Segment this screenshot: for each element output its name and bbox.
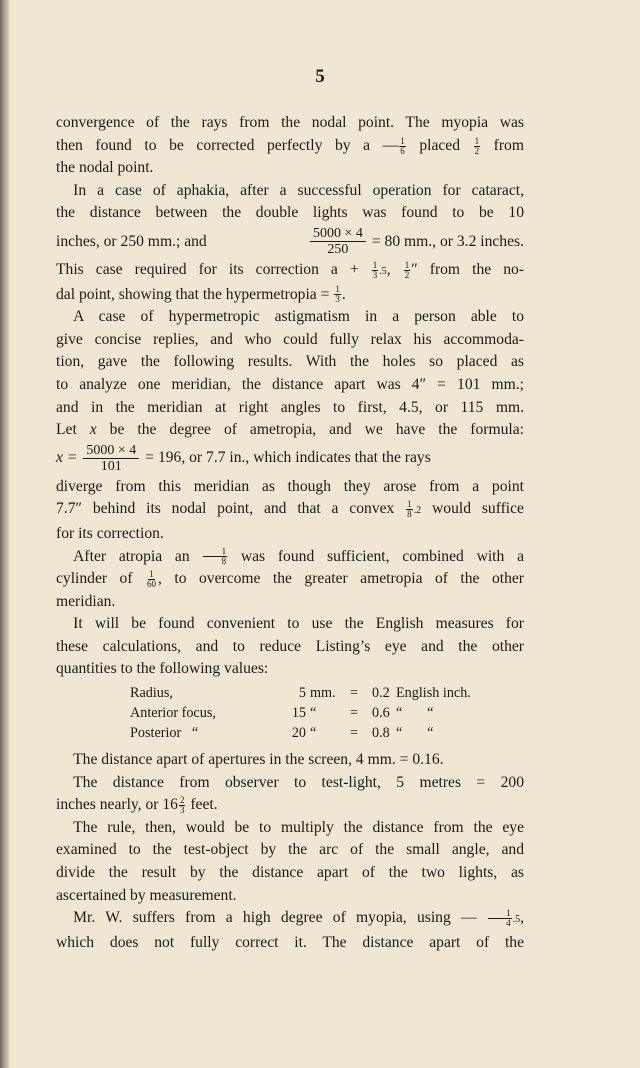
text-line: tion, gave the following results. With the holes so placed as — [56, 353, 524, 371]
page-number: 5 — [315, 66, 325, 87]
text-line: examined to the test-object by the arc of the small angle, and — [56, 841, 524, 859]
text-line: the nodal point. — [56, 159, 154, 177]
text-line: A case of hypermetropic astigmatism in a person able to — [73, 308, 524, 326]
fraction: $\frac{1}{8}$ — [203, 547, 227, 566]
text-line: Let x be the degree of ametropia, and we have the formula: — [56, 421, 524, 439]
text-line: these calculations, and to reduce Listing’s eye and the other — [56, 637, 524, 655]
text-line: to analyze one meridian, the distance apart was 4″ = 101 mm.; — [56, 375, 524, 393]
text-line: 7.7″ behind its nodal point, and that a convex $\frac{1}{8}$ .2 would suffice — [56, 499, 524, 520]
body-text — [56, 112, 524, 954]
fraction: $\frac{1}{2}$ — [474, 135, 480, 156]
table-row: Radius, 5 mm. = 0.2 English inch. — [130, 685, 471, 702]
equation-line: inches, or 250 mm.; and $\frac{5000 \times 4}{250}$ = 80 mm., or 3.2 inches. — [56, 226, 524, 258]
fraction: $\frac{1}{4}$ — [488, 909, 512, 928]
text-line: quantities to the following values: — [56, 660, 269, 678]
text-line: then found to be corrected perfectly by a — $\frac{1}{6}$ placed $\frac{1}{2}$ from — [56, 135, 524, 156]
text-line: After atropia an $\frac{1}{8}$ was found sufficient, combined with a — [73, 546, 524, 567]
text-line: It will be found convenient to use the English measures for — [73, 615, 524, 633]
text-line: The rule, then, would be to multiply the distance from the eye — [73, 818, 524, 836]
fraction: $\frac{2}{3}$ — [179, 795, 185, 816]
text-line: The distance apart of apertures in the screen, 4 mm. = 0.16. — [73, 751, 444, 769]
text-line: Mr. W. suffers from a high degree of myopia, using — $\frac{1}{4}$ .5, — [73, 908, 524, 929]
text-line: dal point, showing that the hypermetropia = $\frac{1}{3}$ . — [56, 284, 346, 305]
text-line: for its correction. — [56, 524, 164, 542]
fraction: $\frac{1}{6}$ — [400, 135, 405, 156]
table-row: Anterior focus, 15 “ = 0.6 “ “ — [130, 705, 434, 722]
text-line: which does not fully correct it. The distance apart of the — [56, 933, 524, 951]
equation-line: x = $\frac{5000 \times 4}{101}$ = 196, or 7.7 in., which indicates that the rays — [56, 443, 431, 475]
text-line: inches nearly, or 16 $\frac{2}{3}$ feet. — [56, 795, 218, 816]
table-row: Posterior “ 20 “ = 0.8 “ “ — [130, 725, 434, 742]
text-line: and in the meridian at right angles to first, 4.5, or 115 mm. — [56, 398, 524, 416]
text-line: cylinder of $\frac{1}{60}$ , to overcome the greater ametropia of the other — [56, 569, 524, 590]
equation-fraction: $\frac{5000 \times 4}{101}$ — [83, 443, 139, 474]
text-line: ascertained by measurement. — [56, 886, 237, 904]
text-line: The distance from observer to test-light, 5 metres = 200 — [73, 773, 524, 791]
text-line: the distance between the double lights was found to be 10 — [56, 204, 524, 222]
text-line: convergence of the rays from the nodal point. The myopia was — [56, 114, 524, 131]
values-table — [130, 683, 524, 743]
page-binding-edge — [0, 0, 9, 1068]
fraction: $\frac{1}{8}$ — [407, 499, 412, 520]
fraction: $\frac{1}{3}$ — [335, 284, 340, 305]
equation-fraction: $\frac{5000 \times 4}{250}$ — [310, 226, 366, 257]
fraction: $\frac{1}{2}$ — [404, 259, 410, 280]
text-line: meridian. — [56, 592, 116, 610]
text-line: divide the result by the distance apart of the two lights, as — [56, 864, 524, 882]
fraction: $\frac{1}{60}$ — [147, 569, 157, 590]
fraction: $\frac{1}{3}$ — [372, 259, 378, 280]
text-line: diverge from this meridian as though they arose from a point — [56, 477, 524, 495]
text-line: give concise replies, and who could fully relax his accommoda- — [56, 330, 524, 348]
text-line: In a case of aphakia, after a successful operation for cataract, — [73, 181, 524, 199]
text-line: This case required for its correction a + $\frac{1}{3}$ .5, $\frac{1}{2}$ ″ from the no- — [56, 259, 524, 280]
